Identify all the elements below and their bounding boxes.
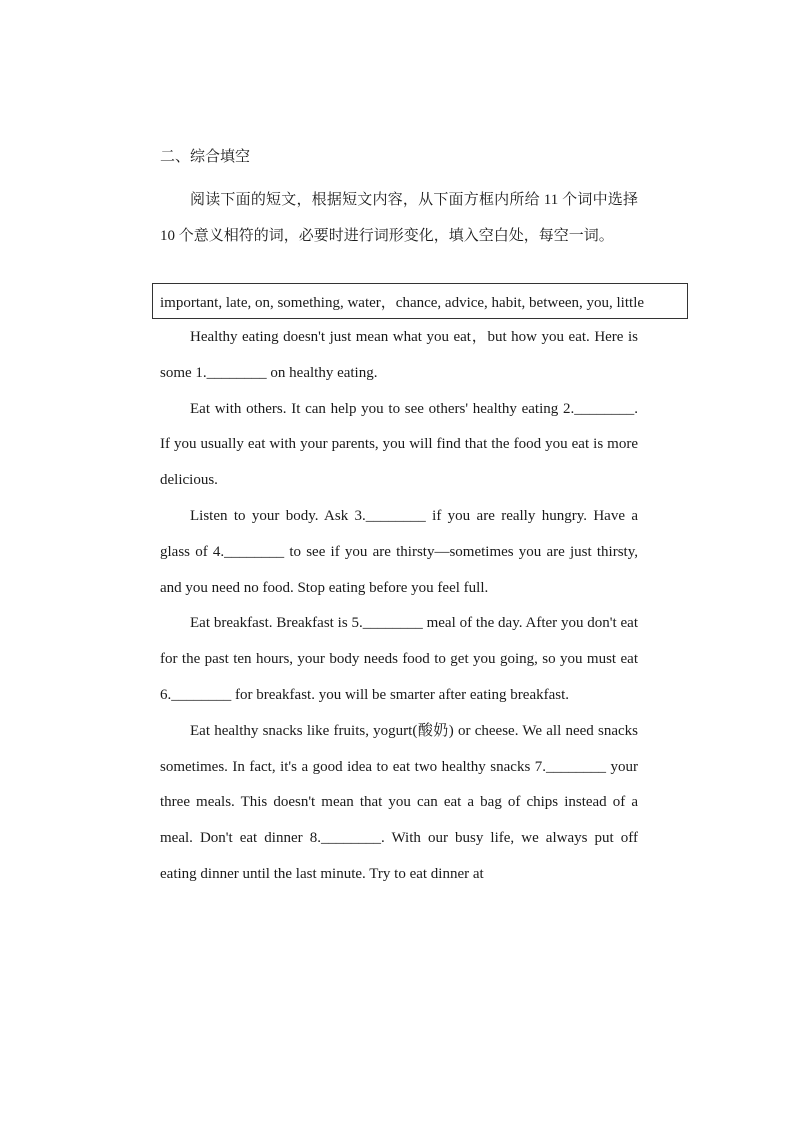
paragraph-3: Listen to your body. Ask 3.________ if you are really hungry. Have a glass of 4.________ to see if you are thirsty—sometimes you are just thirsty, and you need no food. Stop eating before you feel full. (160, 507, 638, 596)
paragraph-4: Eat breakfast. Breakfast is 5.________ meal of the day. After you don't eat for the past ten hours, your body needs food to get you going, so you must eat 6.________ for breakfast. you will be smarter after eating breakfast. (160, 615, 638, 703)
instructions: 阅读下面的短文，根据短文内容，从下面方框内所给 11 个词中选择 10 个意义相符的词，必要时进行词形变化，填入空白处，每空一词。 (160, 192, 638, 244)
section-title: 二、综合填空 (160, 149, 251, 165)
paragraph-1: Healthy eating doesn't just mean what you eat，but how you eat. Here is some 1.________ on healthy eating. (160, 329, 638, 381)
word-bank-text: important, late, on, something, water，chance, advice, habit, between, you, little (160, 294, 645, 311)
paragraph-5: Eat healthy snacks like fruits, yogurt(酸奶) or cheese. We all need snacks sometimes. In fact, it's a good idea to eat two healthy snacks 7.________ your three meals. This doesn't mean that you can eat a bag of chips instead of a meal. Don't eat dinner 8.________. With our busy life, we always put off eating dinner until the last minute. Try to eat dinner at (160, 722, 638, 882)
word-bank-box (152, 283, 688, 319)
passage (160, 320, 638, 893)
paragraph-2: Eat with others. It can help you to see others' healthy eating 2.________. If you usually eat with your parents, you will find that the food you eat is more delicious. (160, 400, 638, 489)
